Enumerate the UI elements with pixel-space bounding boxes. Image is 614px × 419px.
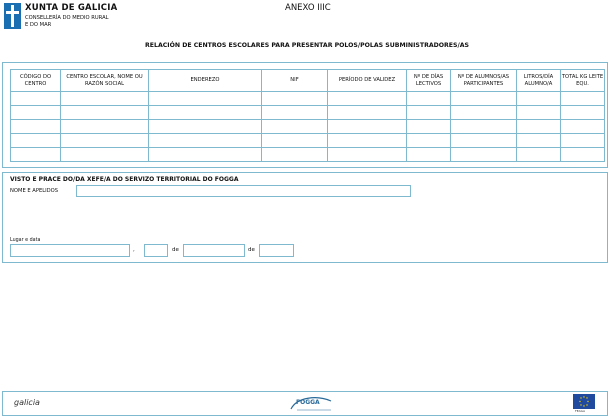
department-line-2: E DO MAR bbox=[25, 21, 52, 28]
table-cell[interactable] bbox=[262, 120, 328, 134]
table-cell[interactable] bbox=[262, 134, 328, 148]
table-cell[interactable] bbox=[262, 92, 328, 106]
table-header-row bbox=[11, 70, 605, 92]
table-cell[interactable] bbox=[517, 106, 561, 120]
month-field[interactable] bbox=[183, 244, 245, 257]
col-header-alumnos: Nº DE ALUMNOS/AS PARTICIPANTES bbox=[451, 70, 517, 92]
table-cell[interactable] bbox=[451, 106, 517, 120]
table-cell[interactable] bbox=[407, 134, 451, 148]
annex-label: ANEXO IIIC bbox=[285, 3, 331, 13]
table-cell[interactable] bbox=[407, 106, 451, 120]
department-line-1: CONSELLERÍA DO MEDIO RURAL bbox=[25, 15, 109, 21]
table-cell[interactable] bbox=[149, 106, 262, 120]
table-cell[interactable] bbox=[328, 92, 407, 106]
table-cell[interactable] bbox=[517, 120, 561, 134]
table-cell[interactable] bbox=[407, 92, 451, 106]
table-row bbox=[11, 148, 605, 162]
table-cell[interactable] bbox=[407, 120, 451, 134]
col-header-codigo: CÓDIGO DO CENTRO bbox=[11, 70, 61, 92]
table-cell[interactable] bbox=[11, 106, 61, 120]
table-cell[interactable] bbox=[561, 106, 605, 120]
table-cell[interactable] bbox=[61, 148, 149, 162]
year-field[interactable] bbox=[259, 244, 294, 257]
table-cell[interactable] bbox=[262, 148, 328, 162]
fogga-logo-text: FOGGA bbox=[296, 399, 320, 406]
department-name bbox=[25, 15, 135, 28]
visto-title: VISTO E PRACE DO/DA XEFE/A DO SERVIZO TERRITORIAL DO FOGGA bbox=[10, 176, 239, 183]
day-field[interactable] bbox=[144, 244, 168, 257]
table-cell[interactable] bbox=[262, 106, 328, 120]
col-header-litros: LITROS/DÍA ALUMNO/A bbox=[517, 70, 561, 92]
xunta-logo-icon bbox=[4, 3, 21, 29]
table-cell[interactable] bbox=[451, 92, 517, 106]
de-label-1: de bbox=[172, 247, 179, 253]
table-cell[interactable] bbox=[61, 120, 149, 134]
table-cell[interactable] bbox=[407, 148, 451, 162]
page-title: RELACIÓN DE CENTROS ESCOLARES PARA PRESENTAR POLOS/POLAS SUBMINISTRADORES/AS bbox=[145, 42, 469, 49]
table-cell[interactable] bbox=[328, 106, 407, 120]
table-cell[interactable] bbox=[328, 134, 407, 148]
eu-caption: FEAGA bbox=[575, 409, 585, 413]
table-cell[interactable] bbox=[561, 148, 605, 162]
table-cell[interactable] bbox=[61, 106, 149, 120]
comma-separator: , bbox=[133, 247, 135, 253]
table-cell[interactable] bbox=[11, 92, 61, 106]
col-header-centro: CENTRO ESCOLAR, NOME OU RAZÓN SOCIAL bbox=[61, 70, 149, 92]
col-header-periodo: PERÍODO DE VALIDEZ bbox=[328, 70, 407, 92]
galicia-logo: galicia bbox=[14, 398, 40, 407]
org-name: XUNTA DE GALICIA bbox=[25, 3, 118, 13]
name-label: NOME E APELIDOS bbox=[10, 188, 59, 194]
eu-flag-icon bbox=[573, 394, 595, 409]
col-header-nif: NIF bbox=[262, 70, 328, 92]
table-cell[interactable] bbox=[328, 120, 407, 134]
place-date-label: Lugar e data bbox=[10, 238, 41, 243]
table-cell[interactable] bbox=[561, 134, 605, 148]
table-row bbox=[11, 134, 605, 148]
table-row bbox=[11, 92, 605, 106]
table-cell[interactable] bbox=[149, 120, 262, 134]
place-field[interactable] bbox=[10, 244, 130, 257]
col-header-dias: Nº DE DÍAS LECTIVOS bbox=[407, 70, 451, 92]
de-label-2: de bbox=[248, 247, 255, 253]
table-cell[interactable] bbox=[451, 148, 517, 162]
table-cell[interactable] bbox=[328, 148, 407, 162]
table-cell[interactable] bbox=[11, 120, 61, 134]
table-cell[interactable] bbox=[11, 148, 61, 162]
schools-table bbox=[10, 69, 605, 162]
table-cell[interactable] bbox=[561, 92, 605, 106]
table-row bbox=[11, 106, 605, 120]
table-cell[interactable] bbox=[451, 134, 517, 148]
table-cell[interactable] bbox=[149, 92, 262, 106]
table-cell[interactable] bbox=[61, 134, 149, 148]
table-cell[interactable] bbox=[61, 92, 149, 106]
table-row bbox=[11, 120, 605, 134]
table-cell[interactable] bbox=[11, 134, 61, 148]
table-cell[interactable] bbox=[517, 134, 561, 148]
table-cell[interactable] bbox=[517, 148, 561, 162]
table-cell[interactable] bbox=[149, 134, 262, 148]
table-cell[interactable] bbox=[149, 148, 262, 162]
col-header-total: TOTAL KG LEITE EQU. bbox=[561, 70, 605, 92]
name-field[interactable] bbox=[76, 185, 411, 197]
table-cell[interactable] bbox=[451, 120, 517, 134]
col-header-enderezo: ENDEREZO bbox=[149, 70, 262, 92]
table-cell[interactable] bbox=[561, 120, 605, 134]
table-cell[interactable] bbox=[517, 92, 561, 106]
